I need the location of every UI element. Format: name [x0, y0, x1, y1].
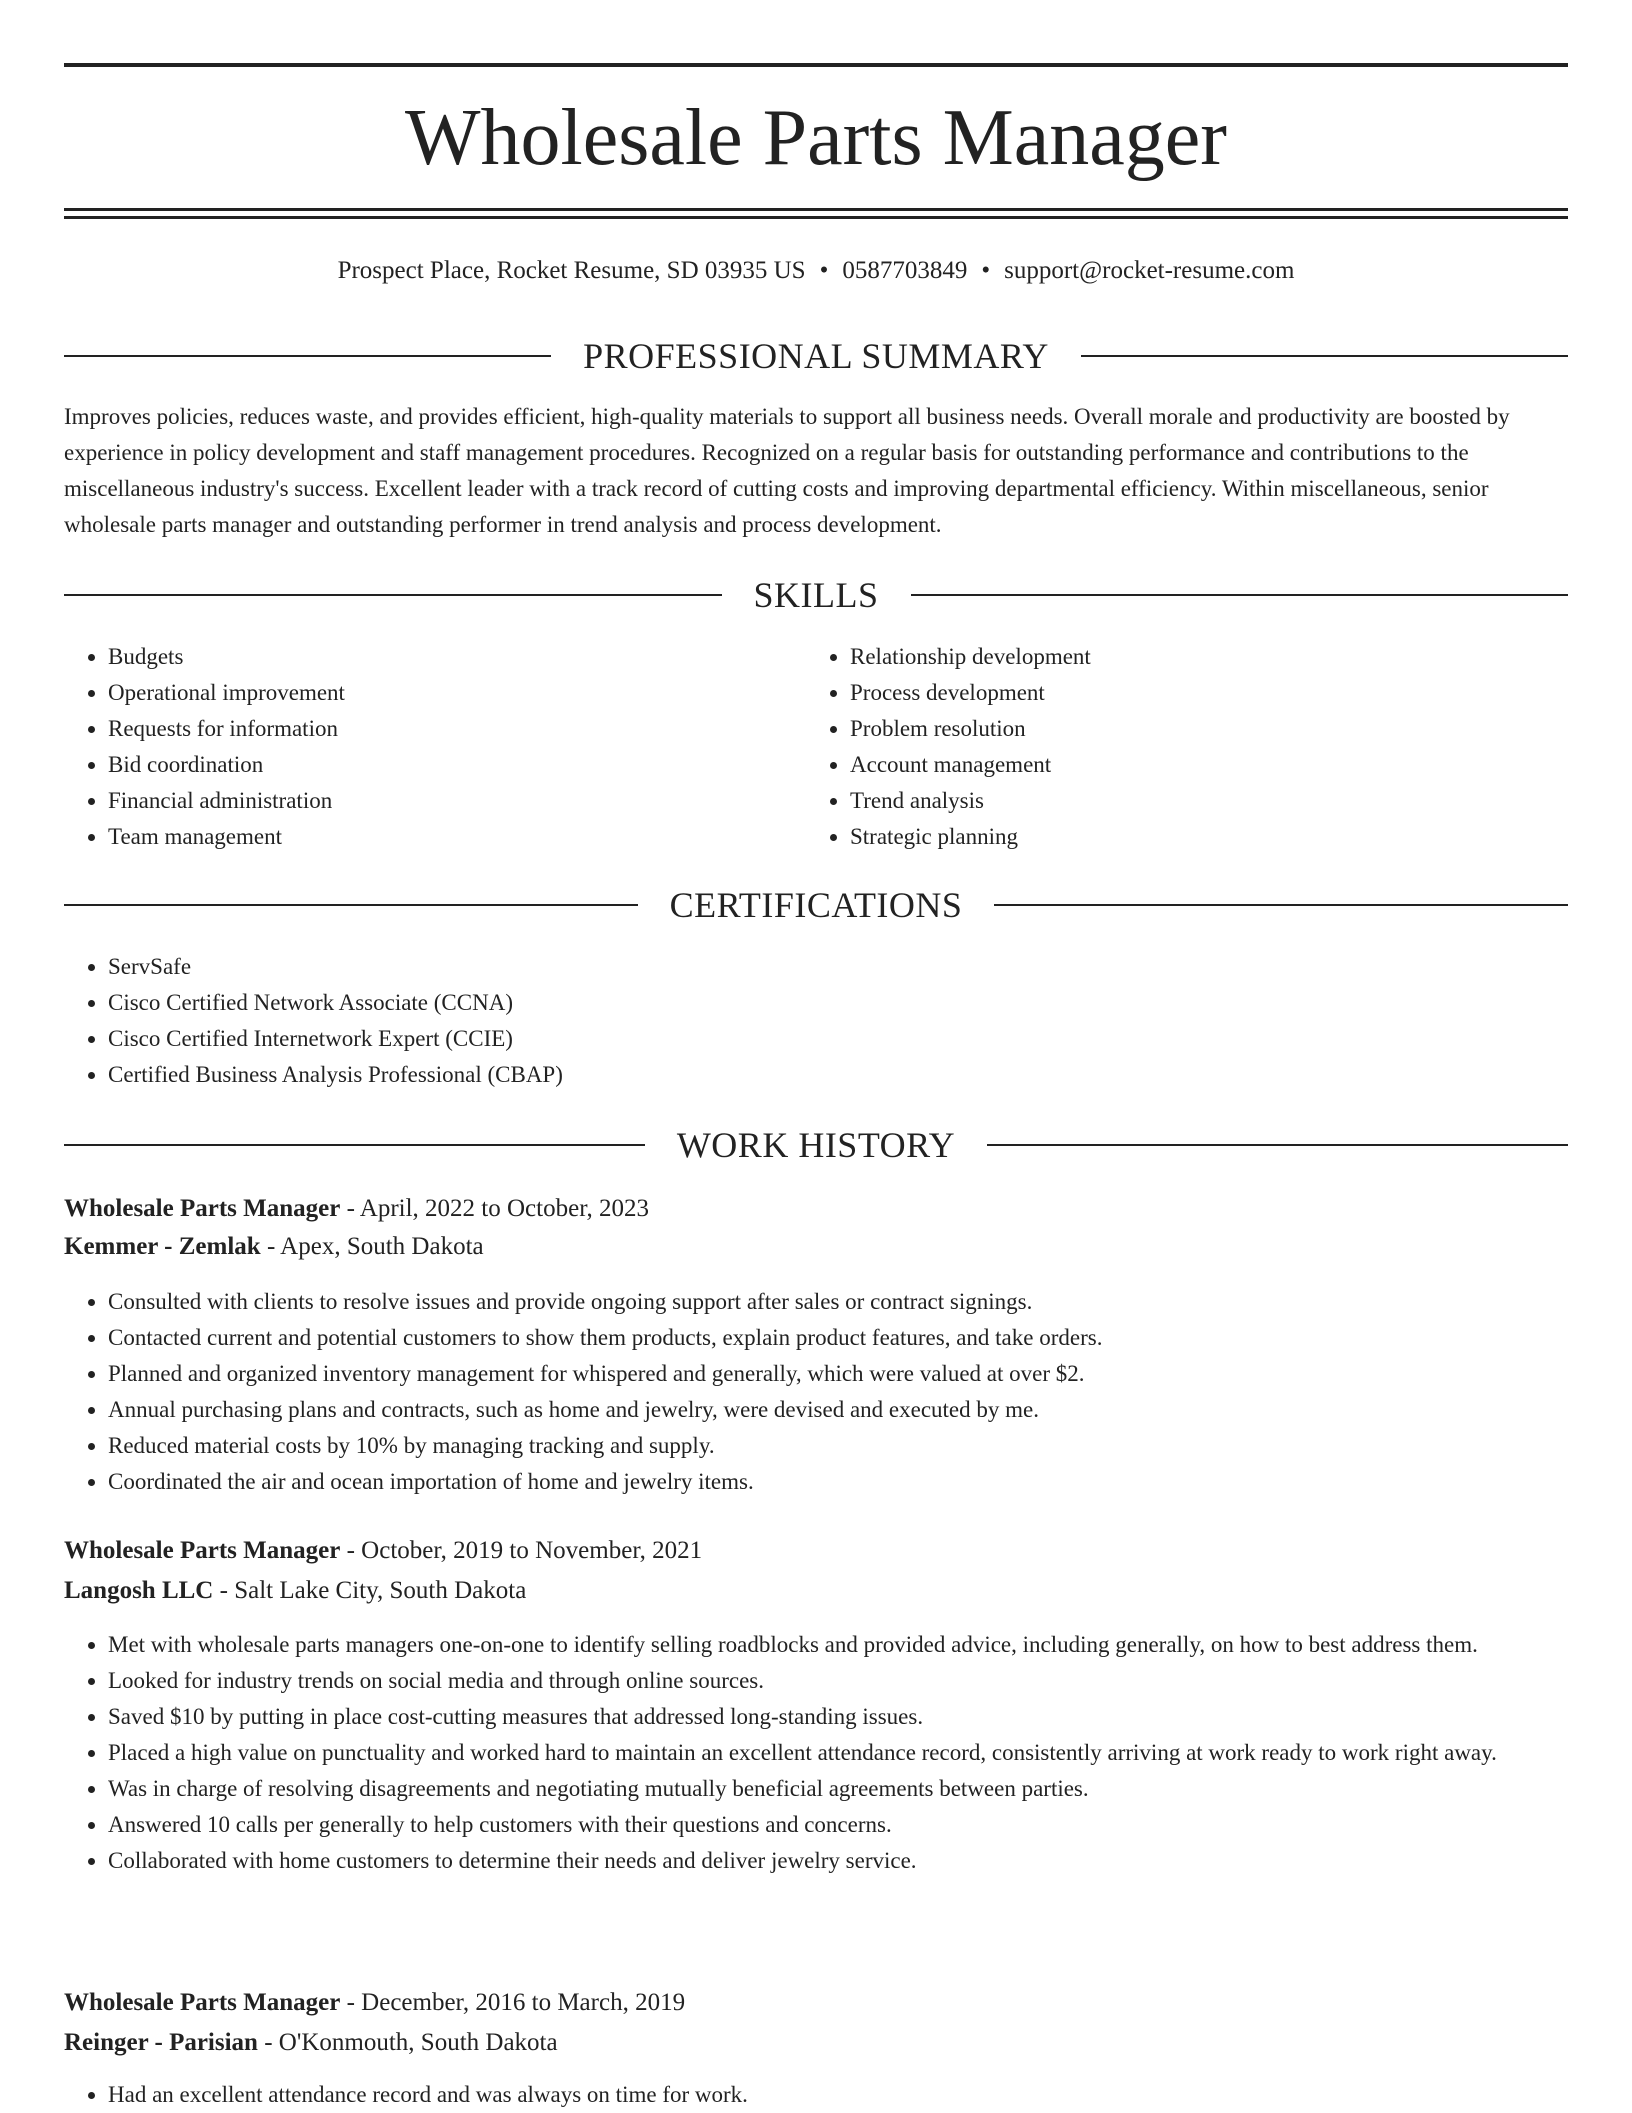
skills-heading-label: SKILLS: [753, 575, 879, 615]
skill-item: • Account management: [850, 747, 1550, 783]
job-bullet: • Coordinated the air and ocean importation of home and jewelry items.: [108, 1464, 1568, 1500]
contact-email: support@rocket-resume.com: [1004, 257, 1295, 284]
skill-item: • Requests for information: [108, 711, 808, 747]
work-history-heading: [64, 1123, 1568, 1167]
heading-rule-left: [64, 355, 551, 357]
job-location: - Salt Lake City, South Dakota: [213, 1577, 527, 1604]
job-bullet: • Had an excellent attendance record and was always on time for work.: [108, 2077, 1568, 2113]
summary-text: Improves policies, reduces waste, and provides efficient, high-quality materials to support all business needs. Overall morale and productivity are boosted by experience in policy development and staff management procedures. Recognized on a regular basis for outstanding performance and contributions to the miscellaneous industry's success. Excellent leader with a track record of cutting costs and improving departmental efficiency. Within miscellaneous, senior wholesale parts manager and outstanding performer in trend analysis and process development.: [64, 404, 1510, 537]
heading-rule-left: [64, 1144, 645, 1146]
header-double-rule-lower: [64, 216, 1568, 219]
skills-heading: [64, 573, 1568, 617]
job-bullet: • Was in charge of resolving disagreements and negotiating mutually beneficial agreements between parties.: [108, 1771, 1568, 1807]
job-title-line: [64, 1984, 1568, 2022]
heading-rule-right: [994, 904, 1568, 906]
certifications-heading-label: CERTIFICATIONS: [669, 885, 963, 925]
heading-rule-right: [1081, 355, 1568, 357]
skill-item: • Operational improvement: [108, 675, 808, 711]
skill-item: • Budgets: [108, 639, 808, 675]
certifications-list: [64, 949, 1568, 1093]
work-history-heading-label: WORK HISTORY: [676, 1125, 956, 1165]
skill-item: • Bid coordination: [108, 747, 808, 783]
job-location: - O'Konmouth, South Dakota: [257, 2029, 558, 2056]
certifications-heading: [64, 883, 1568, 927]
skills-list-right: [806, 639, 1550, 855]
contact-address: Prospect Place, Rocket Resume, SD 03935 US: [337, 257, 806, 284]
job-title: Wholesale Parts Manager: [64, 1195, 341, 1222]
job-dates: - April, 2022 to October, 2023: [340, 1195, 650, 1222]
certification-item: • ServSafe: [108, 949, 1568, 985]
job-bullet: • Looked for industry trends on social media and through online sources.: [108, 1663, 1568, 1699]
job-title-line: [64, 1532, 1568, 1570]
job-bullet: • Met with wholesale parts managers one-on-one to identify selling roadblocks and provided advice, including generally, on how to best address them.: [108, 1627, 1568, 1663]
job-company-line: [64, 1228, 1568, 1266]
job-bullet: • Planned and organized inventory management for whispered and generally, which were valued at over $2.: [108, 1356, 1568, 1392]
job-location: - Apex, South Dakota: [260, 1233, 484, 1260]
skill-item: • Financial administration: [108, 783, 808, 819]
skill-item: • Trend analysis: [850, 783, 1550, 819]
certification-item: • Certified Business Analysis Professional (CBAP): [108, 1057, 1568, 1093]
job-title: Wholesale Parts Manager: [64, 1537, 341, 1564]
job-bullet: • Answered 10 calls per generally to help customers with their questions and concerns.: [108, 1807, 1568, 1843]
job-company: Reinger - Parisian: [64, 2029, 258, 2056]
heading-rule-left: [64, 904, 638, 906]
summary-heading: [64, 334, 1568, 378]
heading-rule-right: [911, 594, 1569, 596]
certification-item: • Cisco Certified Internetwork Expert (CCIE): [108, 1021, 1568, 1057]
contact-separator: •: [819, 257, 829, 284]
job-bullets: [64, 2077, 1568, 2113]
skill-item: • Problem resolution: [850, 711, 1550, 747]
job-bullet: • Collaborated with home customers to determine their needs and deliver jewelry service.: [108, 1843, 1568, 1879]
heading-rule-right: [987, 1144, 1568, 1146]
job-bullet: • Reduced material costs by 10% by managing tracking and supply.: [108, 1428, 1568, 1464]
job-company: Langosh LLC: [64, 1577, 214, 1604]
job-bullet: • Contacted current and potential customers to show them products, explain product features, and take orders.: [108, 1320, 1568, 1356]
header-top-rule: [64, 63, 1568, 67]
job-bullet: • Placed a high value on punctuality and worked hard to maintain an excellent attendance record, consistently arriving at work ready to work right away.: [108, 1735, 1568, 1771]
contact-phone: 0587703849: [842, 257, 968, 284]
job-bullets: [64, 1284, 1568, 1500]
header-double-rule-upper: [64, 208, 1568, 211]
job-company: Kemmer - Zemlak: [64, 1233, 261, 1260]
job-title: Wholesale Parts Manager: [64, 1989, 341, 2016]
skill-item: • Team management: [108, 819, 808, 855]
resume-title: Wholesale Parts Manager: [405, 94, 1227, 182]
summary-heading-label: PROFESSIONAL SUMMARY: [583, 336, 1049, 376]
skill-item: • Process development: [850, 675, 1550, 711]
skills-list-left: [64, 639, 808, 855]
job-company-line: [64, 1572, 1568, 1610]
certification-item: • Cisco Certified Network Associate (CCNA): [108, 985, 1568, 1021]
job-bullet: • Consulted with clients to resolve issues and provide ongoing support after sales or contract signings.: [108, 1284, 1568, 1320]
job-bullet: • Saved $10 by putting in place cost-cutting measures that addressed long-standing issues.: [108, 1699, 1568, 1735]
job-dates: - December, 2016 to March, 2019: [340, 1989, 686, 2016]
job-bullets: [64, 1627, 1568, 1879]
contact-separator: •: [981, 257, 991, 284]
heading-rule-left: [64, 594, 722, 596]
job-bullet: • Annual purchasing plans and contracts, such as home and jewelry, were devised and executed by me.: [108, 1392, 1568, 1428]
skill-item: • Strategic planning: [850, 819, 1550, 855]
skill-item: • Relationship development: [850, 639, 1550, 675]
job-title-line: [64, 1190, 1568, 1228]
contact-line: [64, 254, 1568, 288]
job-dates: - October, 2019 to November, 2021: [340, 1537, 703, 1564]
job-company-line: [64, 2024, 1568, 2062]
